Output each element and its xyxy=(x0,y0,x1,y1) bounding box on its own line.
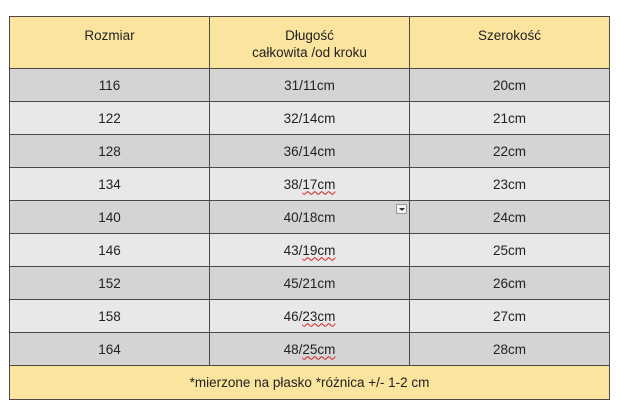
cell-length[interactable] xyxy=(210,135,410,168)
header-width-label: Szerokość xyxy=(477,28,542,43)
cell-size[interactable]: 128 xyxy=(10,135,210,168)
header-row xyxy=(10,17,610,69)
cell-size[interactable]: 122 xyxy=(10,102,210,135)
table-row xyxy=(10,333,610,366)
footer-note-text: *mierzone na płasko *różnica +/- 1-2 cm xyxy=(189,375,430,390)
cell-size[interactable]: 140 xyxy=(10,201,210,234)
table-row xyxy=(10,234,610,267)
header-width[interactable] xyxy=(410,17,610,69)
table-row xyxy=(10,102,610,135)
length-value: 38/ xyxy=(283,176,303,192)
cell-length[interactable] xyxy=(210,267,410,300)
length-value-flagged: 19cm xyxy=(302,242,336,258)
cell-size[interactable]: 158 xyxy=(10,300,210,333)
table-row xyxy=(10,201,610,234)
cell-length[interactable] xyxy=(210,69,410,102)
table-row xyxy=(10,69,610,102)
length-value-flagged: 23cm xyxy=(302,308,336,324)
cell-width[interactable]: 24cm xyxy=(410,201,610,234)
table-row xyxy=(10,267,610,300)
cell-width[interactable]: 23cm xyxy=(410,168,610,201)
cell-width[interactable]: 20cm xyxy=(410,69,610,102)
cell-length-selected[interactable] xyxy=(210,201,410,234)
table-row xyxy=(10,300,610,333)
cell-size[interactable]: 134 xyxy=(10,168,210,201)
chevron-down-icon[interactable] xyxy=(396,204,407,214)
cell-size[interactable]: 146 xyxy=(10,234,210,267)
length-value: 40/18cm xyxy=(283,209,336,225)
length-value: 31/11cm xyxy=(284,77,335,93)
cell-width[interactable]: 26cm xyxy=(410,267,610,300)
cell-length[interactable] xyxy=(210,333,410,366)
cell-length[interactable] xyxy=(210,300,410,333)
header-length-label: Długość xyxy=(285,28,334,43)
cell-size[interactable]: 152 xyxy=(10,267,210,300)
cell-width[interactable]: 25cm xyxy=(410,234,610,267)
cell-length[interactable] xyxy=(210,168,410,201)
cell-width[interactable]: 27cm xyxy=(410,300,610,333)
size-table xyxy=(9,16,610,400)
length-value-flagged: 17cm xyxy=(302,176,336,192)
header-size-label: Rozmiar xyxy=(84,28,135,43)
table-row xyxy=(10,135,610,168)
length-value: 48/ xyxy=(283,341,303,357)
cell-width[interactable]: 28cm xyxy=(410,333,610,366)
header-length-sublabel: całkowita /od kroku xyxy=(252,45,367,60)
length-value: 46/ xyxy=(283,308,303,324)
header-length[interactable] xyxy=(210,17,410,69)
footer-row xyxy=(10,366,610,400)
cell-size[interactable]: 116 xyxy=(10,69,210,102)
length-value: 43/ xyxy=(283,242,303,258)
cell-width[interactable]: 22cm xyxy=(410,135,610,168)
length-value-flagged: 25cm xyxy=(302,341,336,357)
header-size[interactable] xyxy=(10,17,210,69)
table-row xyxy=(10,168,610,201)
cell-width[interactable]: 21cm xyxy=(410,102,610,135)
length-value: 36/14cm xyxy=(283,143,336,159)
size-chart xyxy=(9,16,609,400)
cell-length[interactable] xyxy=(210,234,410,267)
footer-note[interactable] xyxy=(10,366,610,400)
length-value: 45/21cm xyxy=(283,275,336,291)
length-value: 32/14cm xyxy=(283,110,336,126)
cell-length[interactable] xyxy=(210,102,410,135)
cell-size[interactable]: 164 xyxy=(10,333,210,366)
